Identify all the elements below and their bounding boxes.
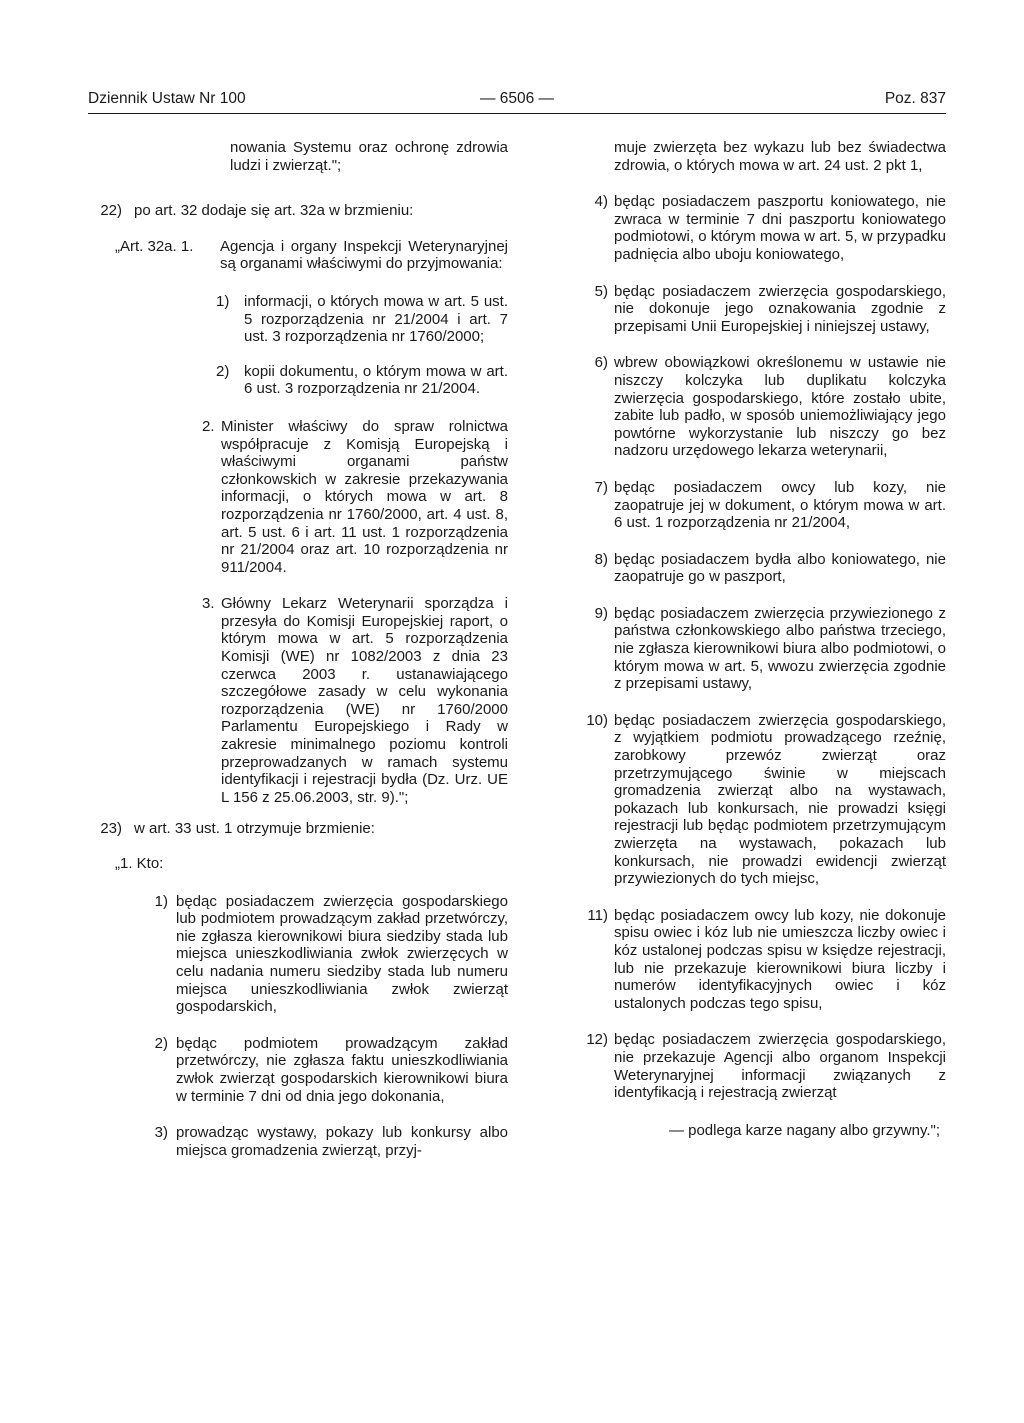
point-number: 1) [216,292,230,310]
section-lead: „1. Kto: [115,855,164,872]
article-point [88,363,508,398]
item-number: 3) [154,1124,168,1142]
item-text: wbrew obowiązkowi określonemu w ustawie nie niszczy kolczyka lub duplikatu kolczyka zwierzęcia gospodarskiego, które zostało ubite, zabite lub padło, w sposób uniemożliwiający jego powtórne wykorzystanie lub niszczy go bez nadzoru urzędowego lekarza weterynarii, [614,354,946,460]
list-item [568,283,946,336]
list-item [568,551,946,586]
paragraph-number: 2. [202,417,215,435]
article-32a [88,238,508,273]
paragraph-text: Minister właściwy do spraw rolnictwa współpracuje z Komisją Europejską i właściwymi organami państw członkowskich w zakresie przekazywania informacji, o których mowa w art. 8 rozporządzenia nr 1760/2000, art. 4 ust. 8, art. 5 ust. 6 i art. 11 ust. 1 rozporządzenia nr 21/2004 oraz art. 10 rozporządzenia nr 911/2004. [221,417,508,576]
item-text: będąc posiadaczem zwierzęcia gospodarskiego, nie dokonuje jego oznakowania zgodnie z przepisami Unii Europejskiej i niniejszej ustawy, [614,282,946,335]
item-number: 9) [594,604,608,622]
list-item [568,907,946,1013]
article-paragraph [88,595,508,806]
amendment-number: 23) [100,820,122,838]
list-item [568,1031,946,1101]
list-item [568,605,946,693]
item-number: 4) [594,193,608,211]
item-number: 6) [594,354,608,372]
journal-title: Dziennik Ustaw Nr 100 [88,90,246,107]
right-column [568,139,946,1139]
amendment-23 [88,820,508,838]
list-item [568,193,946,263]
list-item [568,712,946,888]
item-number: 7) [594,478,608,496]
item-text: będąc posiadaczem bydła albo koniowatego, nie zaopatruje go w paszport, [614,550,946,586]
amendment-text: po art. 32 dodaje się art. 32a w brzmieniu: [134,202,414,220]
item-text: będąc posiadaczem owcy lub kozy, nie zaopatruje jej w dokument, o którym mowa w art. 6 ust. 1 rozporządzenia nr 21/2004, [614,478,946,532]
point-number: 2) [216,362,230,380]
page-header [88,90,946,110]
item-number: 8) [594,550,608,568]
item-text: będąc posiadaczem zwierzęcia gospodarskiego, z wyjątkiem podmiotu prowadzącego rzeźnię, zarobkowy przewóz zwierząt oraz przetrzymującego świnie w miejscach gromadzenia zwierząt albo na wystawach, pokazach lub konkursach, nie prowadzi księgi rejestracji lub będąc podmiotem przetrzymującym zwierzęta na wystawach, pokazach lub konkursach, nie prowadzi ewidencji zwierząt przywiezionych do tych miejsc, [614,711,946,888]
position-number: Poz. 837 [884,90,946,107]
item-number: 2) [154,1034,168,1052]
item-number: 12) [586,1031,608,1049]
item-text: prowadząc wystawy, pokazy lub konkursy albo miejsca gromadzenia zwierząt, przyj- [176,1124,508,1159]
page-number: — 6506 — [479,90,555,107]
amendment-22 [88,202,508,220]
item-text: będąc posiadaczem zwierzęcia przywiezionego z państwa członkowskiego albo państwa trzeciego, nie zgłasza kierownikowi biura albo podmiotowi, o którym mowa w art. 5, wwozu zwierzęcia zgodnie z przepisami ustawy, [614,604,946,693]
continuation-text: muje zwierzęta bez wykazu lub bez świadectwa zdrowia, o których mowa w art. 24 ust. 2 pkt 1, [614,139,946,174]
list-item [88,1035,508,1105]
item-number: 10) [586,711,608,729]
item-text: będąc posiadaczem paszportu koniowatego, nie zwraca w terminie 7 dni paszportu koniowatego podmiotowi, o którym mowa w art. 5, w przypadku padnięcia albo uboju koniowatego, [614,193,946,263]
article-point [88,293,508,346]
item-number: 1) [154,892,168,910]
list-item [568,479,946,532]
list-item [88,1124,508,1159]
article-paragraph [88,418,508,576]
paragraph-text: Główny Lekarz Weterynarii sporządza i przesyła do Komisji Europejskiej raport, o którym mowa w art. 5 rozporządzenia Komisji (WE) nr 1082/2003 z dnia 23 czerwca 2003 r. ustanawiającego szczegółowe zasady w celu wykonania rozporządzenia (WE) nr 1760/2000 Parlamentu Europejskiego i Rady w zakresie minimalnego poziomu kontroli przeprowadzanych w ramach systemu identyfikacji i rejestracji bydła (Dz. Urz. UE L 156 z 25.06.2003, str. 9)."; [221,595,508,806]
amendment-text: w art. 33 ust. 1 otrzymuje brzmienie: [134,820,375,838]
list-item [88,893,508,1016]
item-text: będąc posiadaczem owcy lub kozy, nie dokonuje spisu owiec i kóz lub nie umieszcza liczby owiec i kóz ustalonej podczas spisu w księdze rejestracji, lub nie przekazuje kierownikowi biura liczby i numerów identyfikacyjnych owiec i kóz ustalonych podczas tego spisu, [614,906,946,1012]
item-number: 11) [587,906,608,924]
point-text: informacji, o których mowa w art. 5 ust. 5 rozporządzenia nr 21/2004 i art. 7 ust. 3 rozporządzenia nr 1760/2000; [244,292,508,346]
point-text: kopii dokumentu, o którym mowa w art. 6 ust. 3 rozporządzenia nr 21/2004. [244,362,508,398]
item-number: 5) [594,282,608,300]
header-rule [88,113,946,114]
list-item [568,354,946,460]
amendment-number: 22) [100,202,122,220]
penalty-clause: — podlega karze nagany albo grzywny."; [668,1121,940,1139]
left-column [88,139,508,1159]
item-text: będąc posiadaczem zwierzęcia gospodarskiego lub podmiotem prowadzącym zakład przetwórczy, nie zgłasza kierownikowi biura siedziby stada lub miejsca unieszkodliwiania zwłok zwierzęcych w celu nadania numeru siedziby stada lub numeru miejsca unieszkodliwiania zwłok zwierząt gospodarskich, [176,892,508,1016]
item-text: będąc posiadaczem zwierzęcia gospodarskiego, nie przekazuje Agencji albo organom Inspekcji Weterynaryjnej informacji związanych z identyfikacją i rejestracją zwierząt [614,1031,946,1102]
article-text: Agencja i organy Inspekcji Weterynaryjnej są organami właściwymi do przyjmowania: [220,237,508,273]
continuation-text: nowania Systemu oraz ochronę zdrowia ludzi i zwierząt."; [230,139,508,174]
paragraph-number: 3. [202,595,215,613]
article-heading: „Art. 32a. 1. [115,237,194,255]
item-text: będąc podmiotem prowadzącym zakład przetwórczy, nie zgłasza faktu unieszkodliwiania zwłok zwierząt gospodarskich kierownikowi biura w terminie 7 dni od dnia jego dokonania, [176,1034,508,1105]
